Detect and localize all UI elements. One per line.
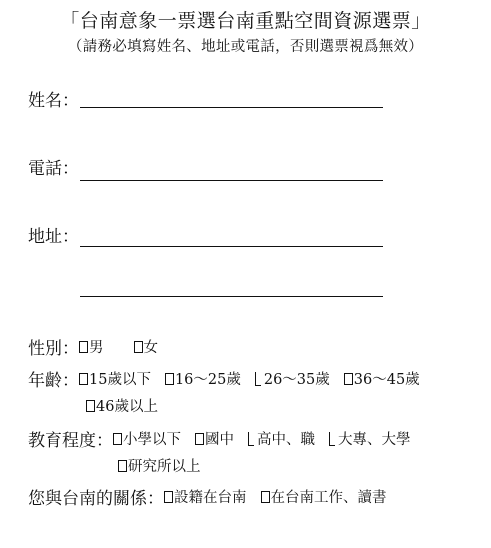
checkbox-icon[interactable] [113,433,122,445]
checkbox-icon[interactable] [165,373,174,385]
checkbox-icon[interactable] [79,341,88,353]
education-row [28,426,411,451]
checkbox-icon[interactable] [255,372,261,386]
ballot-note: （請務必填寫姓名、地址或電話，否則選票視爲無效） [67,39,424,55]
gender-option-female[interactable]: 女 [134,336,159,357]
gender-label: 性別： [28,339,79,359]
relation-option-2[interactable]: 在台南工作、讀書 [261,486,387,507]
relation-option-1[interactable]: 設籍在台南 [164,486,247,507]
name-label: 姓名： [28,91,79,111]
checkbox-icon[interactable] [329,432,335,446]
checkbox-icon[interactable] [86,400,95,412]
age-option-2[interactable]: 16～25歲 [165,368,241,389]
education-row-2 [118,455,215,476]
ballot-title: 「台南意象一票選台南重點空間資源選票」 [60,10,431,32]
checkbox-icon[interactable] [195,433,204,445]
checkbox-icon[interactable] [118,460,127,472]
checkbox-icon[interactable] [79,373,88,385]
phone-label: 電話： [28,159,79,179]
address-field-line-2[interactable] [80,296,383,297]
education-option-4[interactable]: 大專、大學 [329,428,411,449]
age-option-4[interactable]: 36～45歲 [344,368,420,389]
name-field[interactable] [80,107,383,108]
checkbox-icon[interactable] [134,341,143,353]
age-option-5[interactable]: 46歲以上 [86,395,158,416]
age-option-3[interactable]: 26～35歲 [255,368,330,389]
checkbox-icon[interactable] [344,373,353,385]
age-row [28,366,420,391]
address-label: 地址： [28,227,79,247]
education-option-2[interactable]: 國中 [195,428,234,449]
age-row-2 [86,395,172,416]
checkbox-icon[interactable] [248,432,254,446]
education-label: 教育程度： [28,431,113,451]
education-option-3[interactable]: 高中、職 [248,428,315,449]
gender-option-male[interactable]: 男 [79,336,104,357]
age-label: 年齡： [28,371,79,391]
relation-row [28,484,387,509]
age-option-1[interactable]: 15歲以下 [79,368,151,389]
education-option-1[interactable]: 小學以下 [113,428,181,449]
education-option-5[interactable]: 研究所以上 [118,455,201,476]
relation-label: 您與台南的關係： [28,489,164,509]
gender-row [28,334,172,359]
checkbox-icon[interactable] [164,491,173,503]
address-field-line-1[interactable] [80,246,383,247]
checkbox-icon[interactable] [261,491,270,503]
phone-field[interactable] [80,180,383,181]
